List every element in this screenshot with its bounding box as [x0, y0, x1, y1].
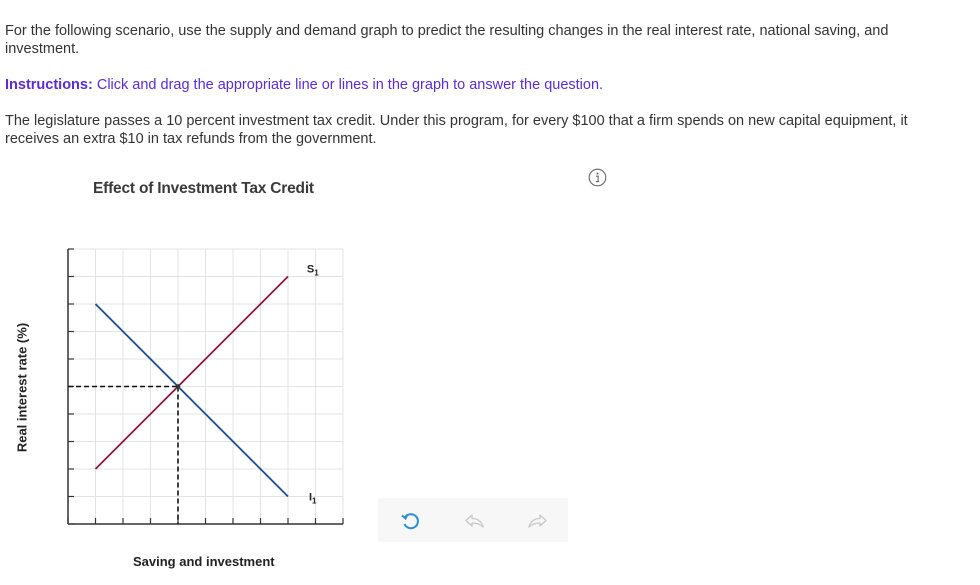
scenario-text: The legislature passes a 10 percent investment tax credit. Under this program, for every $100 that a firm spends on new capital equipment, it receives an extra $10 in tax refunds from the government. [5, 113, 908, 147]
equilibrium-point [176, 384, 180, 388]
undo-button[interactable] [462, 508, 488, 534]
y-axis-label: Real interest rate (%) [14, 322, 30, 453]
supply-curve-s1-label: $S_1$ [306, 263, 319, 278]
redo-icon [524, 508, 550, 534]
graph-toolbar [378, 498, 568, 542]
x-axis-label: Saving and investment [133, 554, 275, 569]
redo-button[interactable] [524, 508, 550, 534]
instructions-label: Instructions: [5, 77, 93, 93]
supply-curve-s1[interactable] [96, 277, 289, 470]
investment-curve-i1-label: $I_1$ [308, 491, 317, 506]
instructions-text: Click and drag the appropriate line or lines in the graph to answer the question. [92, 77, 604, 93]
investment-curve-i1[interactable] [96, 304, 289, 497]
undo-icon [462, 508, 488, 534]
question-intro: For the following scenario, use the supply and demand graph to predict the resulting changes in the real interest rate, national saving, and investment. [5, 23, 889, 57]
reset-button[interactable] [398, 508, 424, 534]
reset-icon [398, 508, 424, 534]
chart-title: Effect of Investment Tax Credit [93, 180, 314, 197]
